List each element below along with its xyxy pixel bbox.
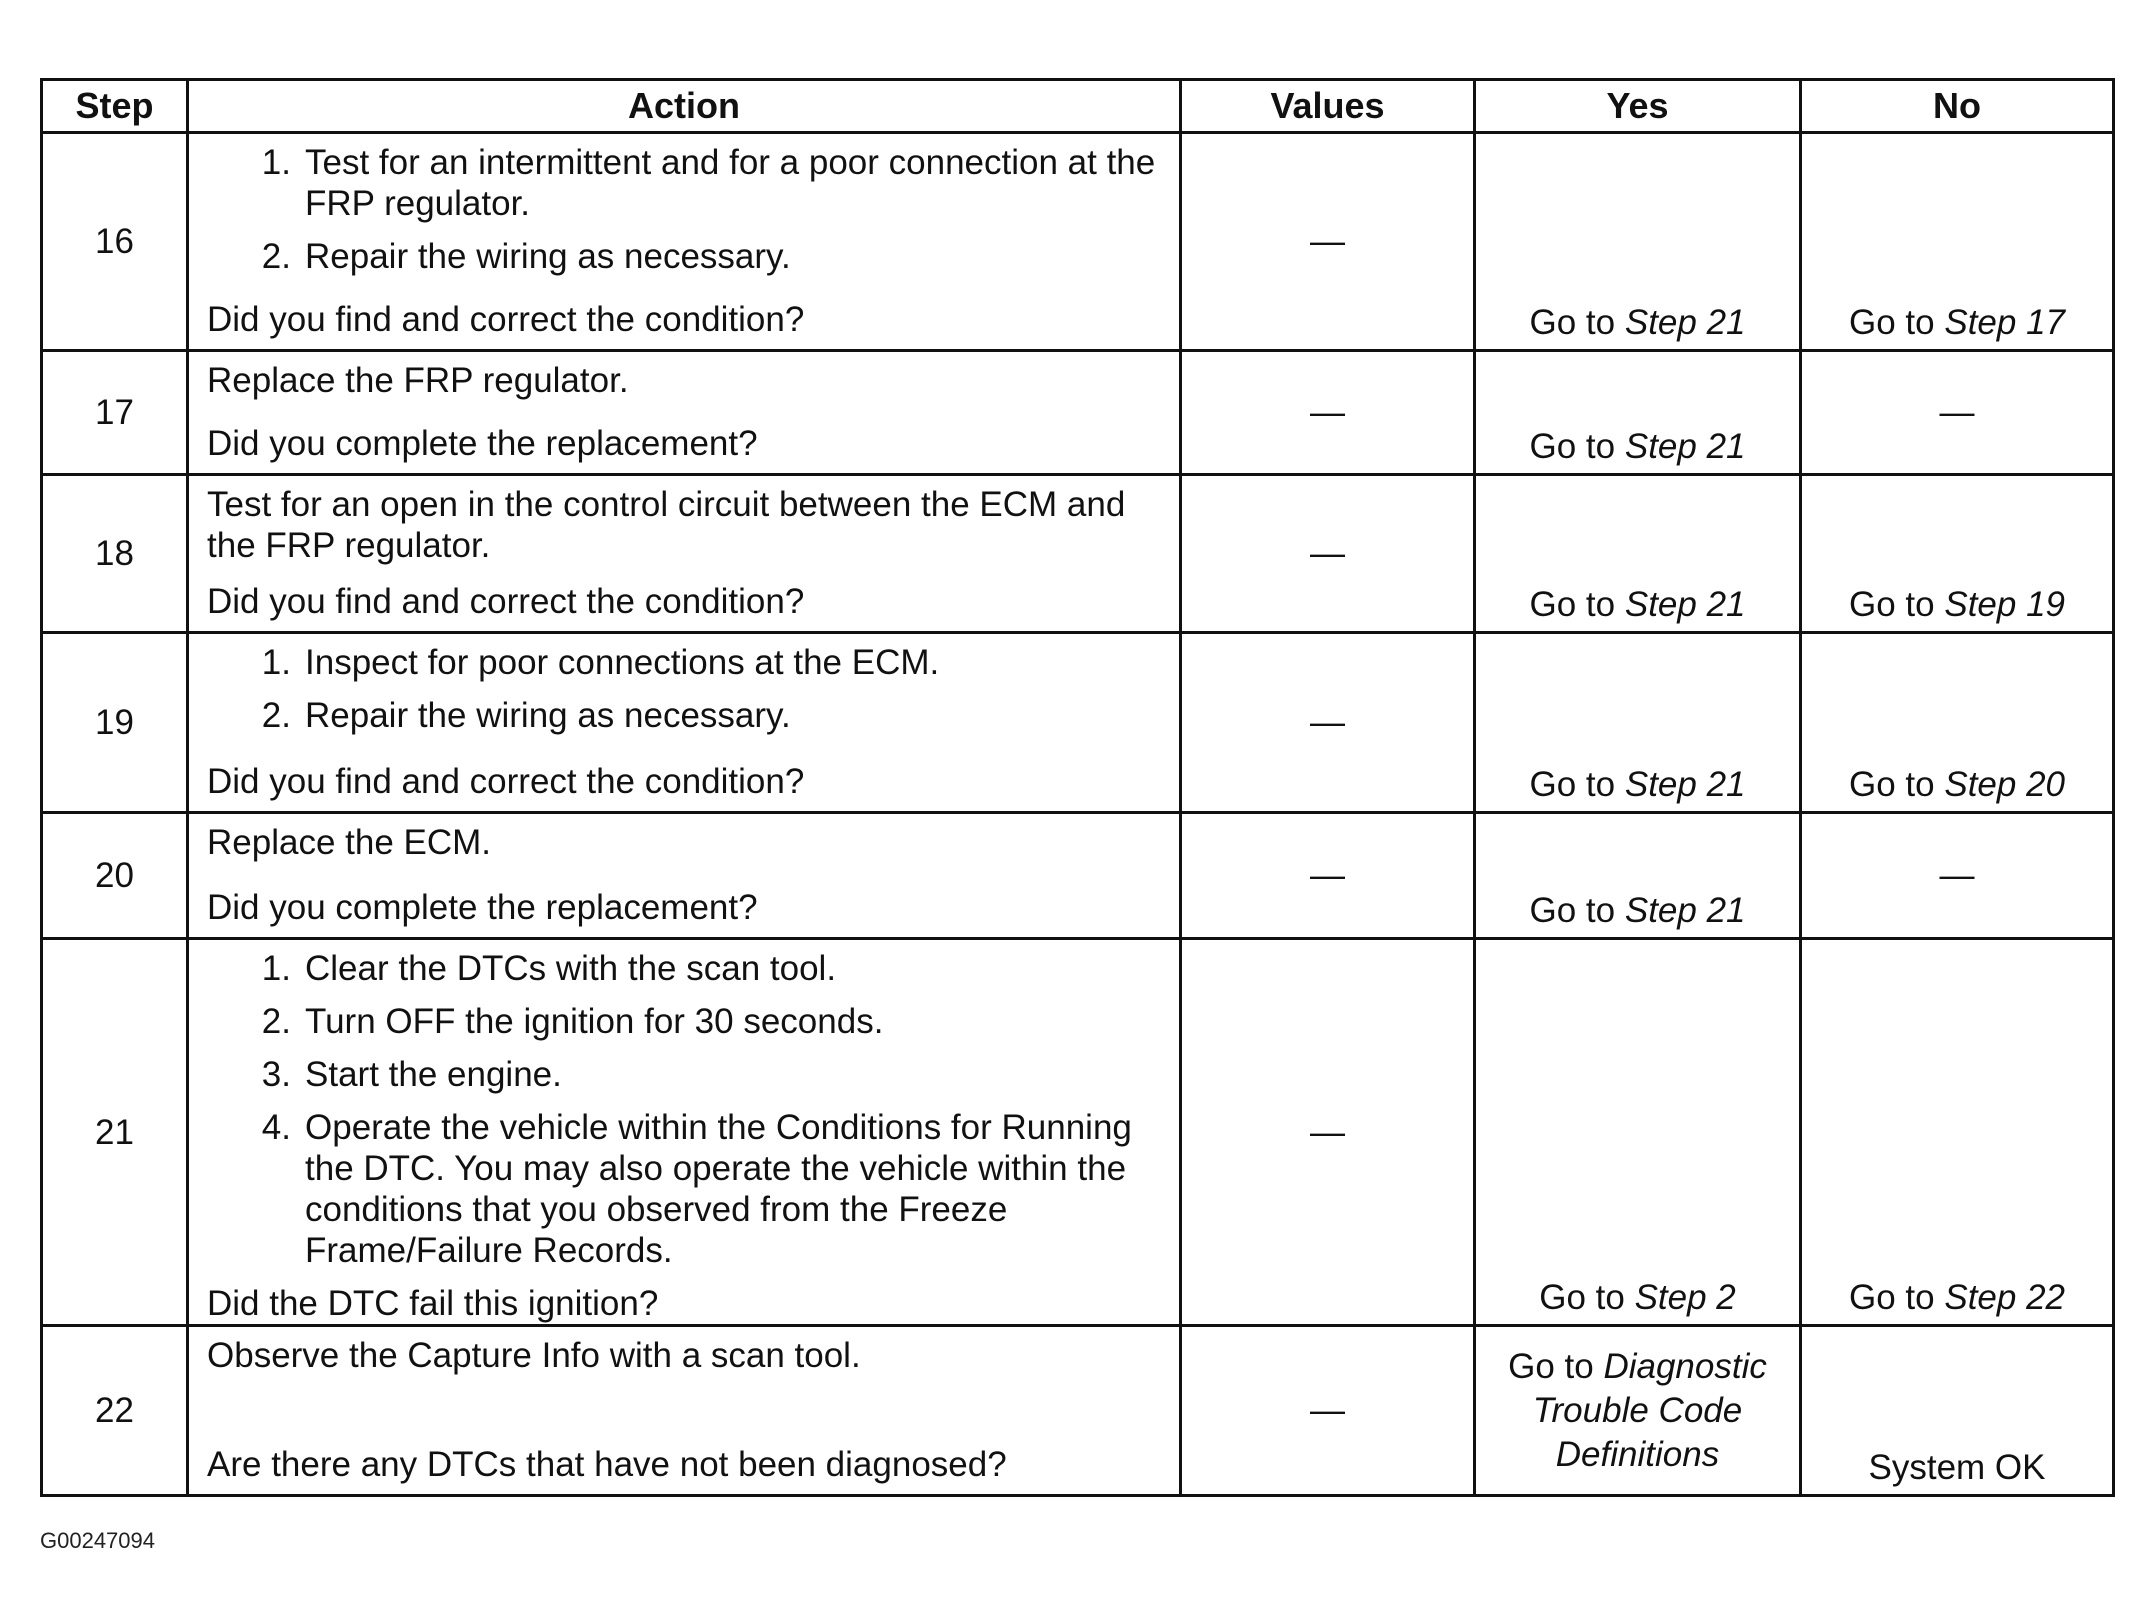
action-step-item [207,1054,1163,1095]
table-row [42,133,2114,351]
action-question: Did you find and correct the condition? [207,582,805,621]
goto-target: Step 21 [1624,427,1746,466]
no-cell [1801,351,2114,475]
action-step-item [207,1001,1163,1042]
table-header-row [42,80,2114,133]
header-action: Action [188,80,1181,133]
goto-prefix: Go to [1529,427,1616,466]
no-text: — [1939,856,1975,895]
action-step-item [207,236,1163,277]
table-row [42,475,2114,633]
action-cell [188,475,1181,633]
goto-prefix: Go to [1539,1278,1625,1317]
yes-goto-link [1530,585,1746,624]
goto-target: Step 21 [1624,303,1746,342]
table-body [42,133,2114,1496]
goto-target: Step 21 [1624,891,1746,930]
diagnostic-table-container [40,78,2112,1497]
yes-cell [1475,939,1801,1326]
header-values: Values [1181,80,1475,133]
action-cell [188,351,1181,475]
goto-prefix: Go to [1849,1278,1935,1317]
goto-prefix: Go to [1849,585,1935,624]
yes-cell [1475,475,1801,633]
action-step-number: 2. [261,1002,291,1041]
yes-cell [1475,633,1801,813]
goto-prefix: Go to [1529,303,1616,342]
goto-target: Step 17 [1944,303,2065,342]
goto-target: Step 19 [1944,585,2065,624]
action-step-item [207,948,1163,989]
no-cell [1801,1326,2114,1496]
yes-goto-link [1539,1278,1736,1317]
action-cell [188,633,1181,813]
goto-prefix: Go to [1849,303,1935,342]
action-step-item [207,695,1163,736]
action-question: Did you complete the replacement? [207,888,758,927]
header-step: Step [42,80,188,133]
table-row [42,1326,2114,1496]
action-step-text: Repair the wiring as necessary. [305,696,791,735]
action-step-text: Inspect for poor connections at the ECM. [305,643,940,682]
values-cell: — [1181,133,1475,351]
goto-prefix: Go to [1529,585,1616,624]
yes-cell [1475,351,1801,475]
yes-goto-link [1530,303,1746,342]
goto-prefix: Go to [1529,891,1616,930]
no-cell [1801,633,2114,813]
action-step-text: Clear the DTCs with the scan tool. [305,949,837,988]
action-step-text: Repair the wiring as necessary. [305,237,791,276]
action-step-text: Operate the vehicle within the Conditions for Running the DTC. You may also operate the vehicle within the conditions that you observed from the Freeze Frame/Failure Records. [305,1108,1132,1270]
yes-goto-link [1530,765,1746,804]
no-goto-link [1849,585,2065,624]
goto-prefix: Go to [1529,765,1616,804]
yes-cell [1475,813,1801,939]
action-question: Did the DTC fail this ignition? [207,1284,659,1323]
yes-cell [1475,133,1801,351]
step-number: 19 [42,633,188,813]
action-cell [188,813,1181,939]
action-step-number: 3. [261,1055,291,1094]
action-step-item [207,642,1163,683]
no-cell [1801,939,2114,1326]
goto-target: Step 20 [1944,765,2065,804]
step-number: 17 [42,351,188,475]
yes-cell [1475,1326,1801,1496]
no-goto-link [1849,1278,2065,1317]
values-cell: — [1181,939,1475,1326]
values-cell: — [1181,633,1475,813]
table-row [42,813,2114,939]
no-text: System OK [1868,1448,2046,1487]
action-text: Test for an open in the control circuit between the ECM and the FRP regulator. [207,485,1126,565]
action-step-text: Test for an intermittent and for a poor connection at the FRP regulator. [305,143,1156,223]
no-goto-link [1849,303,2065,342]
no-cell [1801,813,2114,939]
goto-target: Step 2 [1634,1278,1736,1317]
action-steps-list [207,642,1163,736]
header-yes: Yes [1475,80,1801,133]
action-step-number: 1. [261,143,291,182]
values-cell: — [1181,813,1475,939]
action-text: Observe the Capture Info with a scan tool. [207,1336,861,1375]
action-step-number: 1. [261,643,291,682]
diagnostic-table [40,78,2115,1497]
yes-goto-link [1508,1347,1767,1474]
table-row [42,351,2114,475]
action-step-text: Turn OFF the ignition for 30 seconds. [305,1002,884,1041]
goto-prefix: Go to [1849,765,1935,804]
no-cell [1801,133,2114,351]
no-text: — [1939,393,1975,432]
action-question: Did you complete the replacement? [207,424,758,463]
step-number: 21 [42,939,188,1326]
step-number: 20 [42,813,188,939]
figure-id: G00247094 [40,1528,155,1553]
yes-goto-link [1530,891,1746,930]
header-no: No [1801,80,2114,133]
action-cell [188,1326,1181,1496]
action-steps-list [207,142,1163,277]
action-step-number: 4. [261,1108,291,1147]
action-cell [188,939,1181,1326]
step-number: 18 [42,475,188,633]
step-number: 22 [42,1326,188,1496]
action-question: Did you find and correct the condition? [207,762,805,801]
action-cell [188,133,1181,351]
goto-prefix: Go to [1508,1346,1594,1386]
action-steps-list [207,948,1163,1271]
yes-goto-link [1530,427,1746,466]
action-step-number: 1. [261,949,291,988]
action-text: Replace the ECM. [207,823,492,862]
no-goto-link [1849,765,2065,804]
action-step-item [207,1107,1163,1271]
action-text: Replace the FRP regulator. [207,361,629,400]
step-number: 16 [42,133,188,351]
action-step-number: 2. [261,237,291,276]
values-cell: — [1181,1326,1475,1496]
goto-target: Step 21 [1624,765,1746,804]
table-row [42,939,2114,1326]
values-cell: — [1181,351,1475,475]
action-question: Did you find and correct the condition? [207,300,805,339]
goto-target: Step 21 [1624,585,1746,624]
values-cell: — [1181,475,1475,633]
action-step-item [207,142,1163,224]
goto-target: Diagnostic Trouble Code Definitions [1532,1346,1767,1474]
action-question: Are there any DTCs that have not been diagnosed? [207,1445,1007,1484]
table-row [42,633,2114,813]
no-cell [1801,475,2114,633]
action-step-number: 2. [261,696,291,735]
action-step-text: Start the engine. [305,1055,562,1094]
goto-target: Step 22 [1944,1278,2065,1317]
